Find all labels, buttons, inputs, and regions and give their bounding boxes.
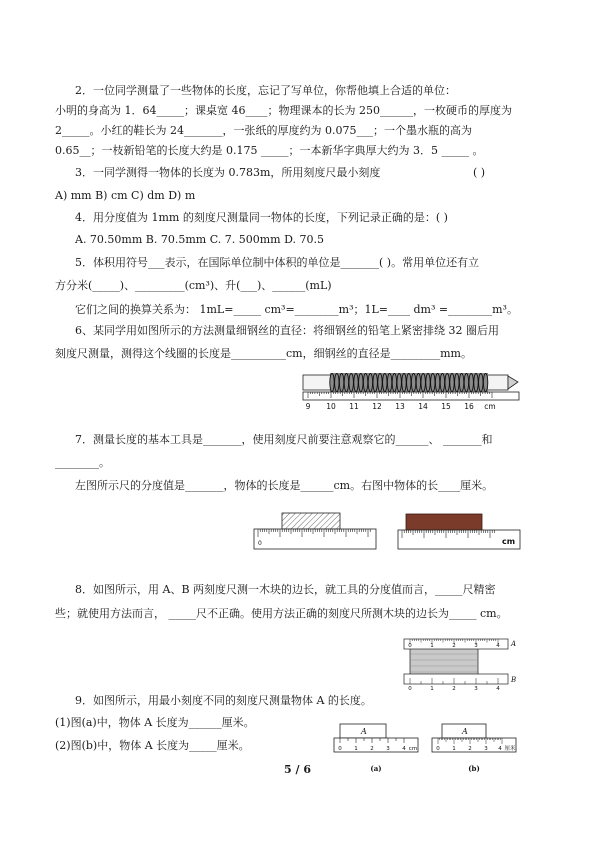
q4-options: A. 70.50mm B. 70.5mm C. 7. 500mm D. 70.5 <box>75 233 324 246</box>
ruler-label: 0 <box>258 540 262 547</box>
ruler-label: 16 <box>464 402 474 411</box>
ruler-label: 1 <box>354 746 358 752</box>
block-label: A <box>462 727 468 736</box>
q8-line1: 8．如图所示，用 A、B 两刻度尺测一木块的边长，就工具的分度值而言，_____尺精密 <box>75 583 496 596</box>
ruler-label: 3 <box>484 746 488 752</box>
q7-line2: ________。 <box>55 456 110 469</box>
ruler-label: 3 <box>474 686 478 692</box>
block-label: A <box>361 727 367 736</box>
q7-line1: 7．测量长度的基本工具是_______，使用刻度尺前要注意观察它的______、 _______和 <box>75 433 493 446</box>
q9-line1: 9．如图所示，用最小刻度不同的刻度尺测量物体 A 的长度。 <box>75 694 372 707</box>
q3-options: A) mm B) cm C) dm D) m <box>55 189 196 202</box>
ruler-label: 15 <box>441 402 451 411</box>
ruler-label: 9 <box>305 402 311 411</box>
ruler-label: 2 <box>452 643 456 649</box>
ruler-unit: cm <box>408 746 418 752</box>
q4-line1: 4．用分度值为 1mm 的刻度尺测量同一物体的长度，下列记录正确的是：( ) <box>75 211 448 224</box>
ruler-label: 10 <box>326 402 336 411</box>
ruler-label: 4 <box>496 643 500 649</box>
ruler-label: 0 <box>408 686 412 692</box>
q5-line2: 方分米(_____)、_________(cm³)、升(___)、______(mL) <box>55 279 332 292</box>
q8-ab-ruler-figure <box>396 636 518 692</box>
ruler-label: 3 <box>386 746 390 752</box>
q2-line1: 2．一位同学测量了一些物体的长度，忘记了写单位，你帮他填上合适的单位： <box>75 84 456 97</box>
ruler-unit: cm <box>484 402 496 411</box>
q3-line1: 3．一同学测得一物体的长度为 0.783m，所用刻度尺最小刻度 <box>75 166 381 179</box>
q5-line3: 它们之间的换算关系为： 1mL=_____ cm³=________m³；1L=____ dm³ =________m³。 <box>75 303 518 316</box>
ruler-label: 1 <box>430 686 434 692</box>
ruler-b <box>404 674 508 684</box>
ruler-unit: cm <box>502 537 516 546</box>
ruler-label: 4 <box>498 746 502 752</box>
q2-line4: 0.65__；一枝新铅笔的长度大约是 0.175 _____；一本新华字典厚大约为 3．5 _____ 。 <box>55 144 484 157</box>
ruler-label: 2 <box>370 746 374 752</box>
ruler-label: 3 <box>474 643 478 649</box>
q5-line1: 5．体积用符号___表示，在国际单位制中体积的单位是_______( )。常用单位还有立 <box>75 256 480 269</box>
ruler-tag-a: A <box>511 640 517 648</box>
coil-ruler-figure <box>300 370 522 412</box>
ruler-unit: 厘米 <box>504 746 516 752</box>
figure-caption: (b) <box>468 764 480 773</box>
ruler-label: 14 <box>418 402 428 411</box>
q7-right-ruler-figure <box>396 511 524 551</box>
ruler-label: 4 <box>496 686 500 692</box>
q7-line3: 左图所示尺的分度值是_______，物体的长度是______cm。右图中物体的长____厘米。 <box>75 479 494 492</box>
ruler-label: 1 <box>430 643 434 649</box>
ruler-label: 11 <box>349 402 359 411</box>
q9-line3: (2)图(b)中，物体 A 长度为_____厘米。 <box>55 739 250 752</box>
q2-line3: 2_____。小红的鞋长为 24_______，一张纸的厚度约为 0.075___；一个墨水瓶的高为 <box>55 124 472 137</box>
q7-left-ruler-figure <box>252 511 380 551</box>
ruler-label: 2 <box>468 746 472 752</box>
ruler-label: 4 <box>402 746 406 752</box>
ruler-label: 0 <box>408 643 412 649</box>
ruler-label: 0 <box>436 746 440 752</box>
q6-line2: 刻度尺测量，测得这个线圈的长度是__________cm，细钢丝的直径是_________mm。 <box>55 347 472 360</box>
q9-line2: (1)图(a)中，物体 A 长度为______厘米。 <box>55 716 255 729</box>
ruler-label: 0 <box>338 746 342 752</box>
q2-line2: 小明的身高为 1．64_____；课桌宽 46____；物理课本的长为 250______，一枚硬币的厚度为 <box>55 104 512 117</box>
measured-block <box>406 514 482 530</box>
ruler-tag-b: B <box>511 676 517 684</box>
ruler-label: 13 <box>395 402 405 411</box>
q6-line1: 6、某同学用如图所示的方法测量细钢丝的直径：将细钢丝的铅笔上紧密排绕 32 圈后用 <box>75 324 499 337</box>
page-number: 5 / 6 <box>284 763 311 776</box>
wood-block <box>410 648 478 678</box>
ruler-label: 2 <box>452 686 456 692</box>
q8-line2: 些；就使用方法而言， _____尺不正确。使用方法正确的刻度尺所测木块的边长为_____ cm。 <box>55 607 508 620</box>
ruler-label: 12 <box>372 402 382 411</box>
measured-block <box>282 513 340 529</box>
figure-caption: (a) <box>370 764 382 773</box>
ruler-label: 1 <box>452 746 456 752</box>
q3-answer-paren: ( ) <box>473 166 486 179</box>
